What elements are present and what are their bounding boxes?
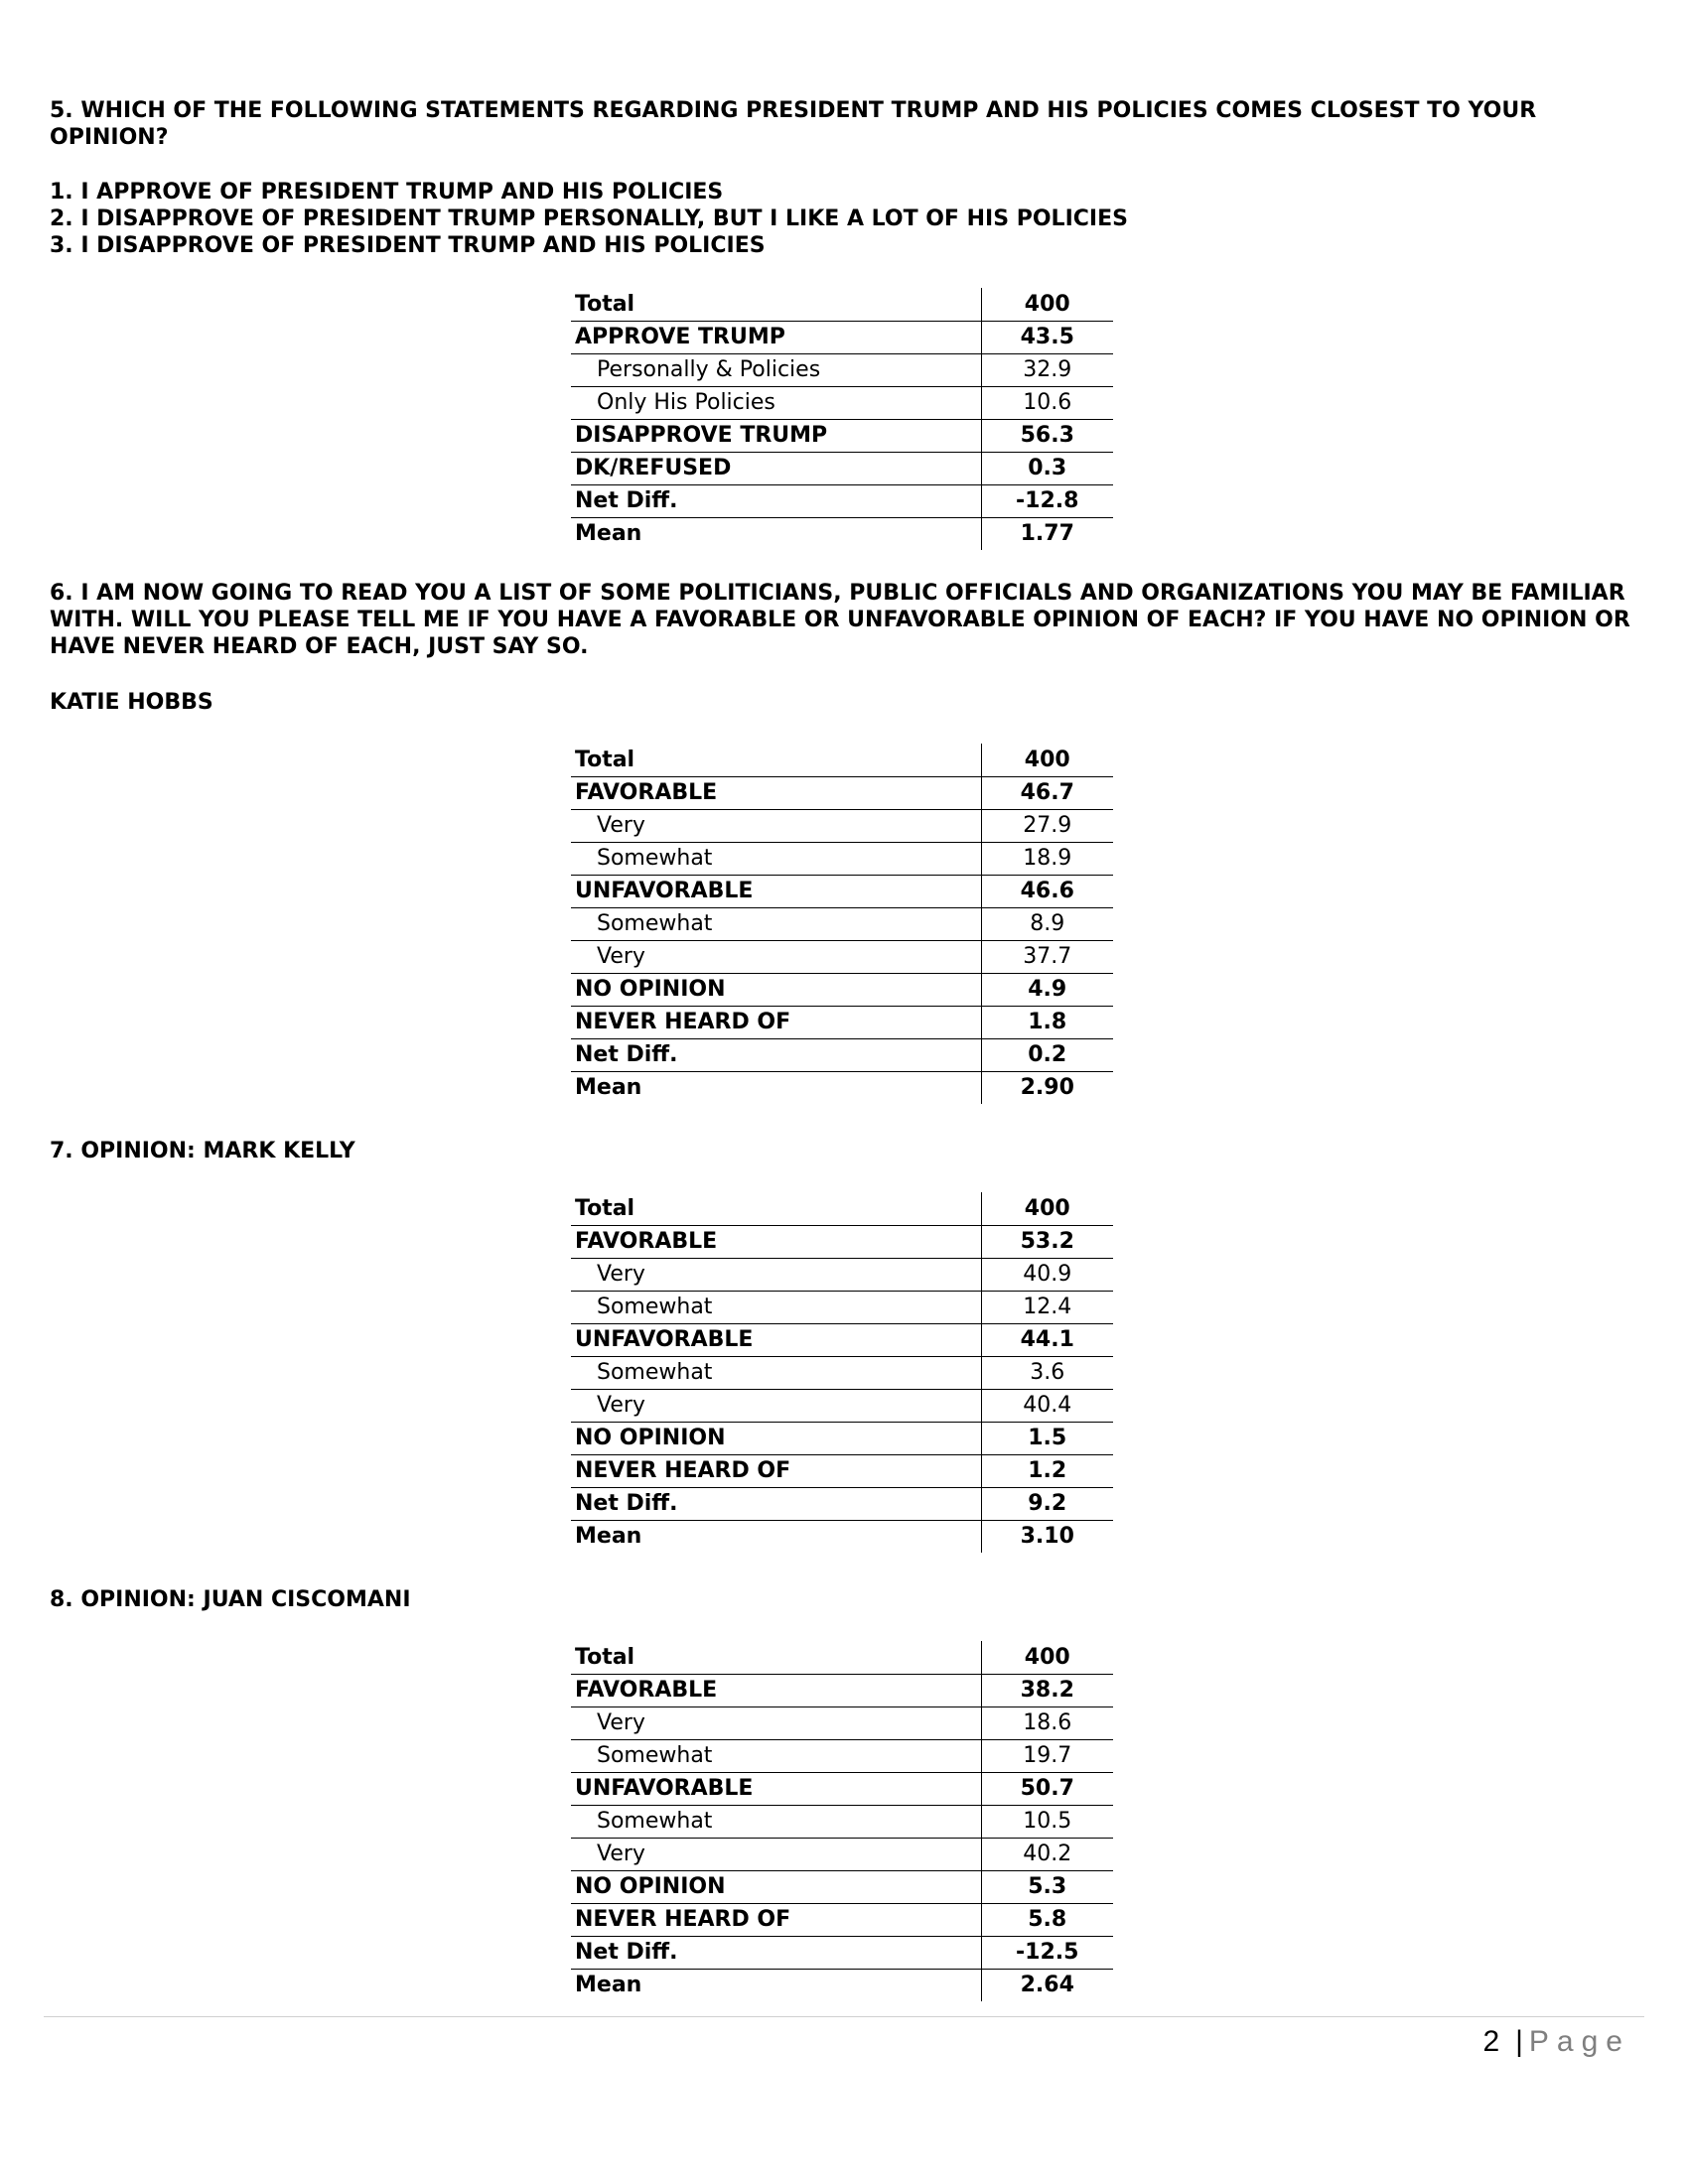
table-row — [571, 875, 1113, 907]
row-value: 1.5 — [981, 1422, 1113, 1454]
table-row — [571, 1805, 1113, 1838]
q6-question-text: 6. I AM NOW GOING TO READ YOU A LIST OF SOME POLITICIANS, PUBLIC OFFICIALS AND ORGANIZATIONS YOU MAY BE FAMILIAR WITH. WILL YOU PLEASE TELL ME IF YOU HAVE A FAVORABLE OR UNFAVORABLE OPINION OF EACH? IF YOU HAVE NO OPINION OR HAVE NEVER HEARD OF EACH, JUST SAY SO. — [50, 581, 1630, 659]
table-row — [571, 517, 1113, 550]
q8-results-table — [571, 1641, 1113, 2001]
row-label: Very — [571, 809, 981, 842]
q8-question — [50, 1586, 1638, 1613]
q5-options — [50, 179, 1638, 259]
row-value: 3.10 — [981, 1520, 1113, 1553]
row-value: 400 — [981, 1641, 1113, 1674]
row-label: NEVER HEARD OF — [571, 1006, 981, 1038]
q7-question — [50, 1138, 1638, 1164]
page-word: Page — [1528, 2025, 1630, 2058]
row-label: APPROVE TRUMP — [571, 321, 981, 353]
row-value: 18.9 — [981, 842, 1113, 875]
row-label: DISAPPROVE TRUMP — [571, 419, 981, 452]
table-row — [571, 1192, 1113, 1225]
row-label: Total — [571, 1192, 981, 1225]
table-row — [571, 1739, 1113, 1772]
row-label: Net Diff. — [571, 484, 981, 517]
q5-question-text: 5. WHICH OF THE FOLLOWING STATEMENTS REGARDING PRESIDENT TRUMP AND HIS POLICIES COMES CLOSEST TO YOUR OPINION? — [50, 98, 1537, 150]
row-label: DK/REFUSED — [571, 452, 981, 484]
table-row — [571, 776, 1113, 809]
row-value: 18.6 — [981, 1706, 1113, 1739]
row-value: 400 — [981, 1192, 1113, 1225]
row-value: 19.7 — [981, 1739, 1113, 1772]
q7-question-text: 7. OPINION: MARK KELLY — [50, 1139, 355, 1163]
row-value: 2.64 — [981, 1969, 1113, 2001]
row-value: 32.9 — [981, 353, 1113, 386]
row-label: NEVER HEARD OF — [571, 1454, 981, 1487]
row-label: Somewhat — [571, 907, 981, 940]
row-value: 56.3 — [981, 419, 1113, 452]
row-label: Total — [571, 744, 981, 776]
table-row — [571, 1006, 1113, 1038]
row-label: Personally & Policies — [571, 353, 981, 386]
row-value: 46.6 — [981, 875, 1113, 907]
row-value: 38.2 — [981, 1674, 1113, 1706]
table-row — [571, 1969, 1113, 2001]
row-label: UNFAVORABLE — [571, 1772, 981, 1805]
row-value: 8.9 — [981, 907, 1113, 940]
row-label: Somewhat — [571, 1356, 981, 1389]
row-value: -12.5 — [981, 1936, 1113, 1969]
row-value: 44.1 — [981, 1323, 1113, 1356]
table-row — [571, 907, 1113, 940]
table-row — [571, 1454, 1113, 1487]
table-row — [571, 1389, 1113, 1422]
table-row — [571, 1323, 1113, 1356]
row-label: Mean — [575, 1075, 642, 1101]
row-label: Only His Policies — [571, 386, 981, 419]
row-label: NEVER HEARD OF — [571, 1903, 981, 1936]
row-label: Net Diff. — [571, 1487, 981, 1520]
row-label: NO OPINION — [571, 973, 981, 1006]
table-row — [571, 973, 1113, 1006]
table-row — [571, 1838, 1113, 1870]
row-value: -12.8 — [981, 484, 1113, 517]
row-value: 1.8 — [981, 1006, 1113, 1038]
table-row — [571, 744, 1113, 776]
q5-question — [50, 97, 1638, 151]
q5-option-1: 1. I APPROVE OF PRESIDENT TRUMP AND HIS POLICIES — [50, 180, 724, 205]
table-row — [571, 1903, 1113, 1936]
table-row — [571, 419, 1113, 452]
row-label: FAVORABLE — [571, 1225, 981, 1258]
table-row — [571, 386, 1113, 419]
q6-results-table — [571, 744, 1113, 1104]
table-row — [571, 1071, 1113, 1104]
table-row — [571, 940, 1113, 973]
table-row — [571, 1356, 1113, 1389]
table-row — [571, 288, 1113, 321]
q5-results-table — [571, 288, 1113, 550]
row-label: Somewhat — [571, 1805, 981, 1838]
row-label: FAVORABLE — [571, 1674, 981, 1706]
footer-divider — [44, 2016, 1644, 2017]
row-label: Very — [571, 940, 981, 973]
row-value: 5.3 — [981, 1870, 1113, 1903]
table-row — [571, 321, 1113, 353]
row-label: Mean — [575, 1973, 642, 1998]
q6-subject-text: KATIE HOBBS — [50, 690, 213, 715]
row-value: 3.6 — [981, 1356, 1113, 1389]
row-label: Very — [571, 1389, 981, 1422]
table-row — [571, 1936, 1113, 1969]
row-value: 46.7 — [981, 776, 1113, 809]
row-label: Very — [571, 1258, 981, 1291]
row-value: 1.77 — [981, 517, 1113, 550]
row-label: Very — [571, 1706, 981, 1739]
row-value: 10.5 — [981, 1805, 1113, 1838]
row-value: 400 — [981, 744, 1113, 776]
row-label: Mean — [575, 1524, 642, 1550]
page-footer — [1482, 2025, 1630, 2059]
row-value: 40.4 — [981, 1389, 1113, 1422]
row-label: NO OPINION — [571, 1422, 981, 1454]
table-row — [571, 452, 1113, 484]
footer-separator: | — [1515, 2025, 1523, 2058]
table-row — [571, 1641, 1113, 1674]
row-value: 9.2 — [981, 1487, 1113, 1520]
row-value: 40.9 — [981, 1258, 1113, 1291]
row-label: Total — [571, 1641, 981, 1674]
table-row — [571, 1422, 1113, 1454]
table-row — [571, 1487, 1113, 1520]
row-value: 0.3 — [981, 452, 1113, 484]
row-label: UNFAVORABLE — [571, 875, 981, 907]
row-value: 53.2 — [981, 1225, 1113, 1258]
row-value: 400 — [981, 288, 1113, 321]
table-row — [571, 1258, 1113, 1291]
table-row — [571, 1870, 1113, 1903]
row-label: Total — [571, 288, 981, 321]
q8-question-text: 8. OPINION: JUAN CISCOMANI — [50, 1587, 411, 1612]
row-value: 37.7 — [981, 940, 1113, 973]
row-value: 43.5 — [981, 321, 1113, 353]
row-value: 0.2 — [981, 1038, 1113, 1071]
row-label: FAVORABLE — [571, 776, 981, 809]
row-label: Mean — [575, 521, 642, 547]
table-row — [571, 1225, 1113, 1258]
row-label: Somewhat — [571, 842, 981, 875]
row-value: 2.90 — [981, 1071, 1113, 1104]
row-value: 27.9 — [981, 809, 1113, 842]
row-value: 12.4 — [981, 1291, 1113, 1323]
row-label: Net Diff. — [571, 1038, 981, 1071]
table-row — [571, 809, 1113, 842]
table-row — [571, 1291, 1113, 1323]
q5-option-3: 3. I DISAPPROVE OF PRESIDENT TRUMP AND HIS POLICIES — [50, 233, 766, 258]
row-value: 4.9 — [981, 973, 1113, 1006]
table-row — [571, 842, 1113, 875]
table-row — [571, 1520, 1113, 1553]
row-value: 40.2 — [981, 1838, 1113, 1870]
table-row — [571, 1772, 1113, 1805]
table-row — [571, 1038, 1113, 1071]
row-value: 5.8 — [981, 1903, 1113, 1936]
q6-question — [50, 580, 1638, 660]
row-value: 1.2 — [981, 1454, 1113, 1487]
row-label: Very — [571, 1838, 981, 1870]
row-value: 10.6 — [981, 386, 1113, 419]
q7-results-table — [571, 1192, 1113, 1553]
table-row — [571, 1674, 1113, 1706]
table-row — [571, 484, 1113, 517]
row-value: 50.7 — [981, 1772, 1113, 1805]
row-label: Somewhat — [571, 1739, 981, 1772]
q6-subject — [50, 689, 1638, 716]
row-label: Net Diff. — [571, 1936, 981, 1969]
table-row — [571, 1706, 1113, 1739]
row-label: Somewhat — [571, 1291, 981, 1323]
row-label: UNFAVORABLE — [571, 1323, 981, 1356]
table-row — [571, 353, 1113, 386]
q5-option-2: 2. I DISAPPROVE OF PRESIDENT TRUMP PERSONALLY, BUT I LIKE A LOT OF HIS POLICIES — [50, 206, 1128, 231]
page-number: 2 — [1482, 2025, 1500, 2058]
row-label: NO OPINION — [571, 1870, 981, 1903]
